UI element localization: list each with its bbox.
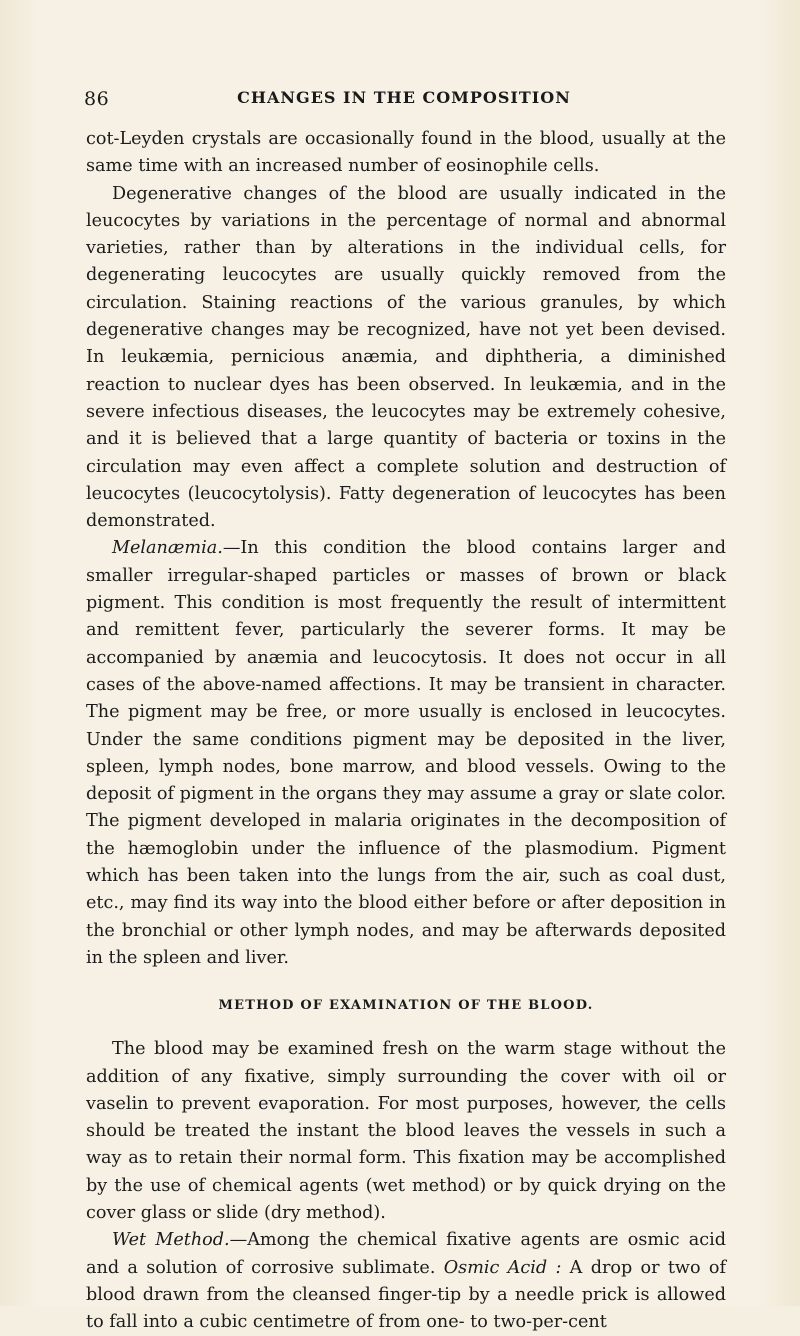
- osmic-acid-text: A drop or two of blood drawn from the cleansed finger-tip by a needle prick is allowed to fall into a cubic centimetre of from one- to two-per-cent: [86, 1257, 726, 1333]
- melanaemia-heading: Melanæmia.: [112, 538, 223, 559]
- wet-method-heading: Wet Method.: [112, 1230, 230, 1251]
- page-number: 86: [84, 88, 110, 110]
- paragraph-degenerative-changes: Degenerative changes of the blood are usually indicated in the leucocytes by variations in the percentage of normal and abnormal varieties, rather than by alterations in the individual cells, for degenerating leucocytes are usually quickly removed from the circulation. Staining reactions of the various granules, by which degenerative changes may be recognized, have not yet been devised. In leukæmia, pernicious anæmia, and diphtheria, a diminished reaction to nuclear dyes has been observed. In leukæmia, and in the severe infectious diseases, the leucocytes may be extremely cohesive, and it is believed that a large quantity of bacteria or toxins in the circulation may even affect a complete solution and destruction of leucocytes (leucocytolysis). Fatty degeneration of leucocytes has been demonstrated.: [86, 183, 726, 532]
- section-heading: METHOD OF EXAMINATION OF THE BLOOD.: [218, 998, 594, 1014]
- wet-method-text: —Among the chemical fixative agents are osmic acid and a solution of corrosive sublimate.: [86, 1230, 726, 1278]
- running-title: CHANGES IN THE COMPOSITION: [237, 88, 571, 107]
- page-header: [84, 88, 724, 112]
- paragraph-wet-method: [86, 1227, 726, 1336]
- osmic-acid-heading: Osmic Acid :: [443, 1257, 562, 1278]
- paragraph-melanaemia: [86, 535, 726, 972]
- body-text: [86, 126, 726, 1336]
- melanaemia-text: —In this condition the blood contains larger and smaller irregular-shaped particles or masses of brown or black pigment. This condition is most frequently the result of intermittent and remittent fever, particularly the severer forms. It may be accompanied by anæmia and leucocytosis. It does not occur in all cases of the above-named affections. It may be transient in character. The pigment may be free, or more usually is enclosed in leucocytes. Under the same conditions pigment may be deposited in the liver, spleen, lymph nodes, bone marrow, and blood vessels. Owing to the deposit of pigment in the organs they may assume a gray or slate color. The pigment developed in malaria originates in the decomposition of the hæmoglobin under the influence of the plasmodium. Pigment which has been taken into the lungs from the air, such as coal dust, etc., may find its way into the blood either before or after deposition in the bronchial or other lymph nodes, and may be afterwards deposited in the spleen and liver.: [86, 538, 726, 968]
- paragraph-method: The blood may be examined fresh on the warm stage without the addition of any fixative, simply surrounding the cover with oil or vaselin to prevent evaporation. For most purposes, however, the cells should be treated the instant the blood leaves the vessels in such a way as to retain their normal form. This fixation may be accomplished by the use of chemical agents (wet method) or by quick drying on the cover glass or slide (dry method).: [86, 1039, 726, 1223]
- paragraph-continuation: cot-Leyden crystals are occasionally found in the blood, usually at the same time with an increased number of eosinophile cells.: [86, 129, 726, 177]
